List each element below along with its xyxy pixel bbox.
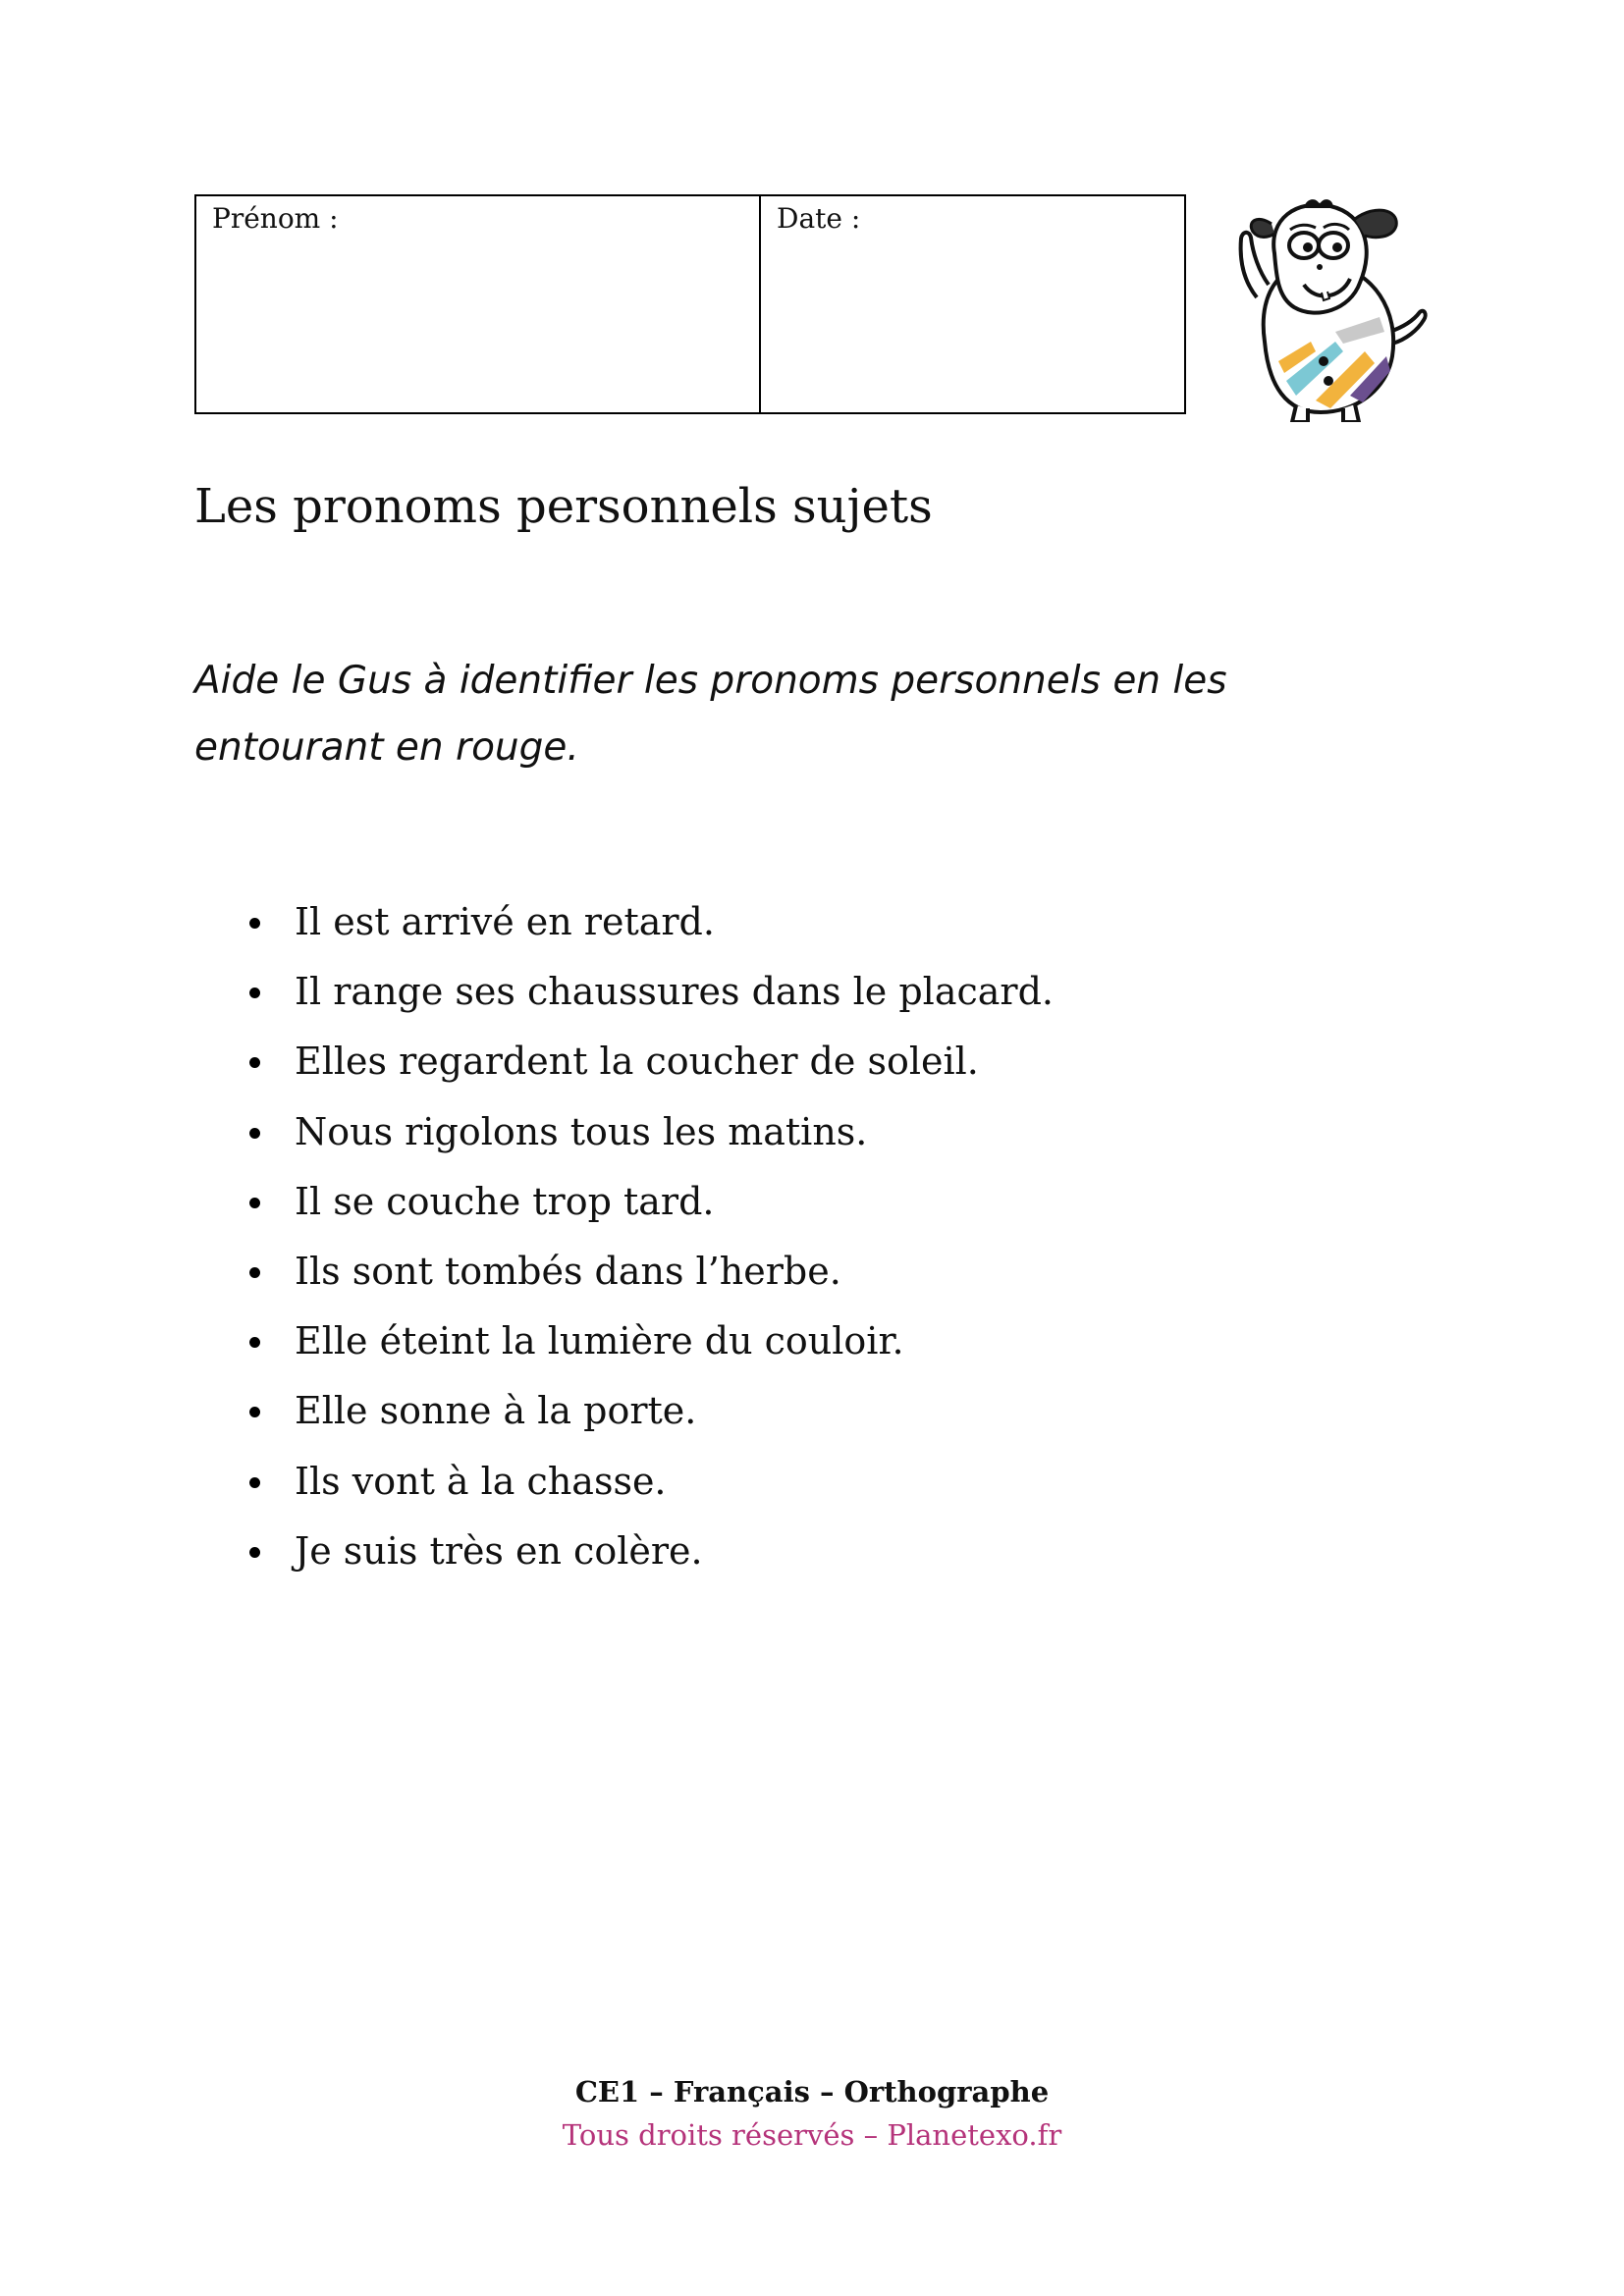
list-item[interactable] — [194, 1376, 1054, 1446]
list-item[interactable] — [194, 1167, 1054, 1237]
sentence-text: Il range ses chaussures dans le placard. — [295, 970, 1054, 1014]
footer-course: CE1 – Français – Orthographe — [574, 2075, 1050, 2109]
firstname-label: Prénom : — [212, 202, 339, 235]
list-item[interactable] — [194, 1097, 1054, 1167]
bullet-icon — [249, 1547, 260, 1558]
list-item[interactable] — [194, 1517, 1054, 1586]
bullet-icon — [249, 918, 260, 929]
date-field[interactable] — [761, 196, 1184, 412]
list-item[interactable] — [194, 957, 1054, 1027]
sentence-list — [194, 887, 1054, 1586]
bullet-icon — [249, 988, 260, 998]
sentence-text: Il est arrivé en retard. — [295, 900, 715, 943]
date-label: Date : — [777, 202, 861, 235]
bullet-icon — [249, 1337, 260, 1348]
sentence-text: Ils vont à la chasse. — [295, 1459, 667, 1503]
bullet-icon — [249, 1128, 260, 1139]
sentence-text: Elle sonne à la porte. — [295, 1389, 697, 1433]
list-item[interactable] — [194, 887, 1054, 957]
firstname-field[interactable] — [196, 196, 761, 412]
list-item[interactable] — [194, 1237, 1054, 1307]
sheep-mascot-icon — [1218, 194, 1434, 422]
footer-rights: Tous droits réservés – Planetexo.fr — [562, 2118, 1062, 2152]
instruction-text: Aide le Gus à identifier les pronoms personnels en les entourant en rouge. — [194, 659, 1227, 770]
sentence-text: Ils sont tombés dans l’herbe. — [295, 1249, 841, 1293]
bullet-icon — [249, 1057, 260, 1068]
sentence-text: Nous rigolons tous les matins. — [295, 1109, 868, 1153]
sentence-text: Elles regardent la coucher de soleil. — [295, 1040, 979, 1084]
bullet-icon — [249, 1198, 260, 1208]
bullet-icon — [249, 1477, 260, 1488]
sentence-text: Il se couche trop tard. — [295, 1179, 715, 1223]
sentence-text: Elle éteint la lumière du couloir. — [295, 1319, 904, 1363]
list-item[interactable] — [194, 1447, 1054, 1517]
name-date-box — [194, 194, 1186, 414]
list-item[interactable] — [194, 1307, 1054, 1376]
bullet-icon — [249, 1407, 260, 1417]
list-item[interactable] — [194, 1027, 1054, 1096]
bullet-icon — [249, 1267, 260, 1278]
page-title: Les pronoms personnels sujets — [194, 479, 933, 534]
sentence-text: Je suis très en colère. — [295, 1528, 703, 1573]
